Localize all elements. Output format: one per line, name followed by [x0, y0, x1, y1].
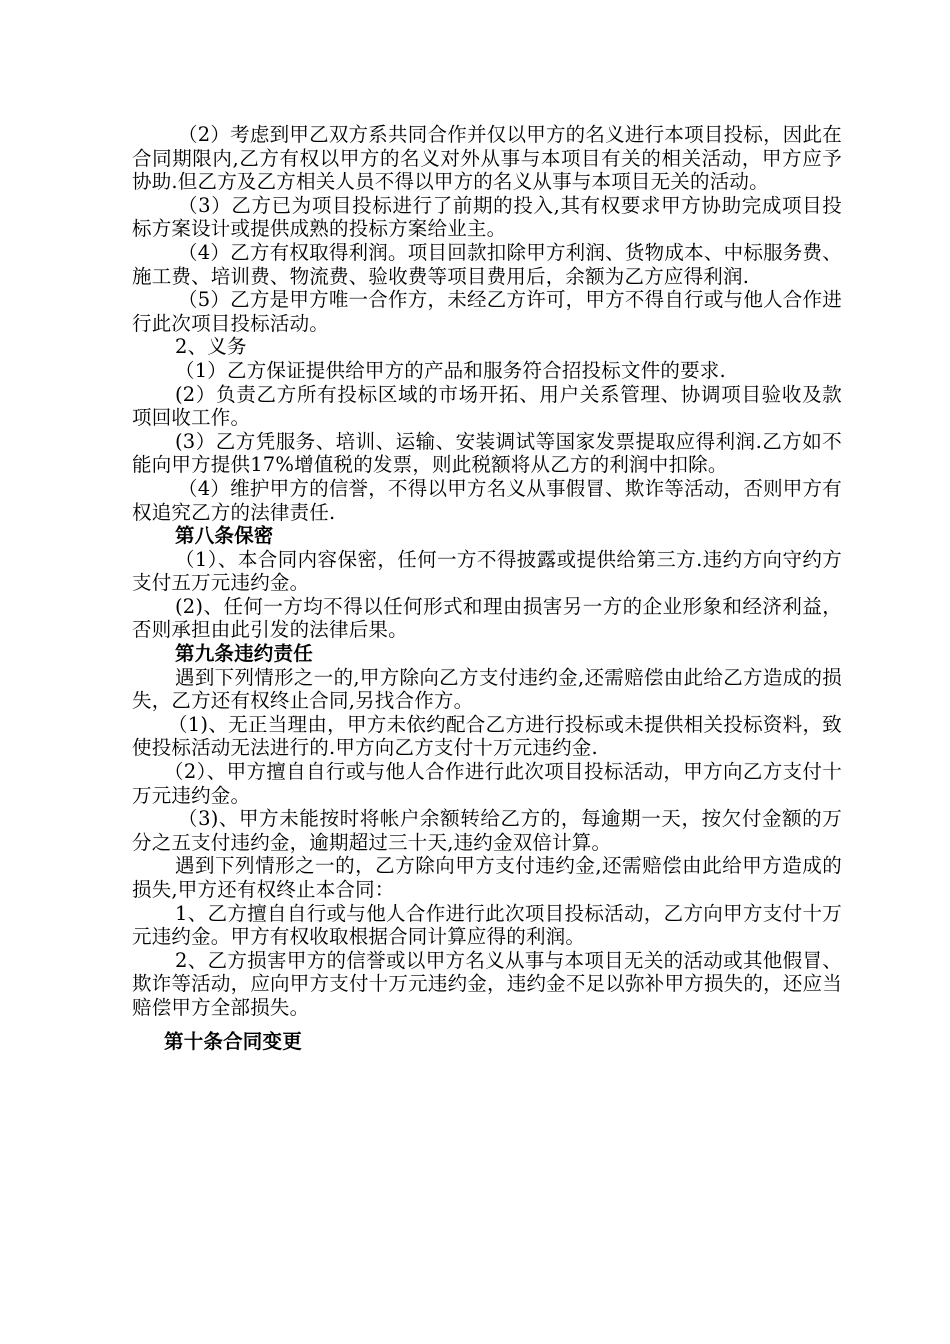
section-obligations-heading: 2、义务	[175, 335, 247, 359]
paragraph-yi-right-4: （4）乙方有权取得利润。项目回款扣除甲方利润、货物成本、中标服务费、施工费、培训费、物流费、验收费等项目费用后，余额为乙方应得利润.	[132, 240, 842, 288]
paragraph-breach-party-b-1: 1、乙方擅自自行或与他人合作进行此次项目投标活动，乙方向甲方支付十万元违约金。甲方有权收取根据合同计算应得的利润。	[132, 901, 842, 949]
paragraph-breach-party-a-2: （2）、甲方擅自自行或与他人合作进行此次项目投标活动，甲方向乙方支付十万元违约金。	[132, 760, 842, 807]
paragraph-breach-party-a-intro: 遇到下列情形之一的,甲方除向乙方支付违约金,还需赔偿由此给乙方造成的损失，乙方还有权终止合同,另找合作方。	[132, 665, 842, 713]
document-body	[132, 123, 842, 1053]
paragraph-confidentiality-2: (2)、任何一方均不得以任何形式和理由损害另一方的企业形象和经济利益，否则承担由此引发的法律后果。	[132, 594, 842, 642]
paragraph-yi-right-5: （5）乙方是甲方唯一合作方，未经乙方许可，甲方不得自行或与他人合作进行此次项目投标活动。	[132, 288, 842, 335]
paragraph-breach-party-b-intro: 遇到下列情形之一的，乙方除向甲方支付违约金,还需赔偿由此给甲方造成的损失,甲方还有权终止本合同：	[132, 854, 842, 901]
paragraph-yi-right-3: （3）乙方已为项目投标进行了前期的投入,其有权要求甲方协助完成项目投标方案设计或提供成熟的投标方案给业主。	[132, 193, 842, 241]
paragraph-breach-party-b-2: 2、乙方损害甲方的信誉或以甲方名义从事与本项目无关的活动或其他假冒、欺诈等活动，应向甲方支付十万元违约金，违约金不足以弥补甲方损失的，还应当赔偿甲方全部损失。	[132, 948, 842, 1019]
paragraph-obligation-2: (2）负责乙方所有投标区域的市场开拓、用户关系管理、协调项目验收及款项回收工作。	[132, 382, 842, 430]
paragraph-obligation-1: （1）乙方保证提供给甲方的产品和服务符合招投标文件的要求.	[175, 358, 726, 382]
paragraph-yi-right-2: （2）考虑到甲乙双方系共同合作并仅以甲方的名义进行本项目投标，因此在合同期限内,乙方有权以甲方的名义对外从事与本项目有关的相关活动，甲方应予协助.但乙方及乙方相关人员不得以甲方的名义从事与本项目无关的活动。	[132, 123, 842, 194]
paragraph-confidentiality-1: （1）、本合同内容保密，任何一方不得披露或提供给第三方.违约方向守约方支付五万元违约金。	[132, 547, 842, 595]
article-9-heading: 第九条违约责任	[175, 642, 313, 666]
paragraph-obligation-3: (3）乙方凭服务、培训、运输、安装调试等国家发票提取应得利润.乙方如不能向甲方提供17%增值税的发票，则此税额将从乙方的利润中扣除。	[132, 429, 842, 477]
paragraph-breach-party-a-3: （3)、甲方未能按时将帐户余额转给乙方的，每逾期一天，按欠付金额的万分之五支付违约金，逾期超过三十天,违约金双倍计算。	[132, 807, 842, 854]
paragraph-breach-party-a-1: （1)、无正当理由，甲方未依约配合乙方进行投标或未提供相关投标资料，致使投标活动无法进行的.甲方向乙方支付十万元违约金.	[132, 712, 842, 760]
article-10-heading: 第十条合同变更	[164, 1029, 302, 1053]
article-8-heading: 第八条保密	[175, 524, 274, 548]
paragraph-obligation-4: （4）维护甲方的信誉，不得以甲方名义从事假冒、欺诈等活动，否则甲方有权追究乙方的法律责任.	[132, 476, 842, 524]
